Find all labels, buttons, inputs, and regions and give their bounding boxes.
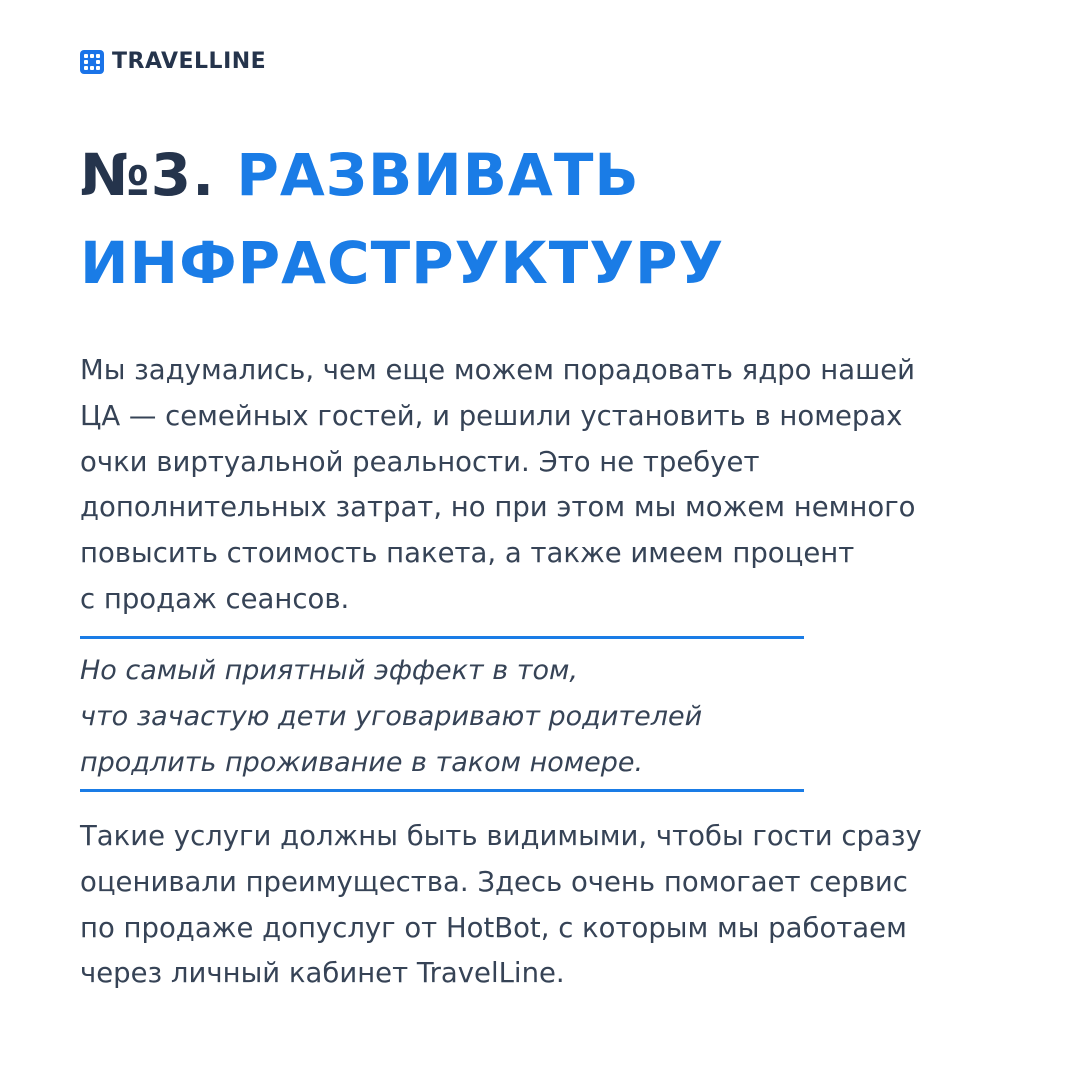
paragraph-line: повысить стоимость пакета, а также имеем процент (80, 537, 855, 570)
title-line-2: ИНФРАСТРУКТУРУ (80, 229, 725, 297)
quote-line: Но самый приятный эффект в том, (80, 655, 578, 686)
title-line-1: РАЗВИВАТЬ (236, 141, 640, 209)
intro-paragraph (80, 348, 916, 623)
brand-name: TRAVELLINE (112, 49, 267, 74)
paragraph-line: Такие услуги должны быть видимыми, чтобы гости сразу (80, 820, 922, 852)
closing-paragraph (80, 814, 922, 997)
paragraph-line: очки виртуальной реальности. Это не требует (80, 445, 760, 478)
paragraph-line: Мы задумались, чем еще можем порадовать ядро нашей (80, 354, 916, 386)
travelline-logo-icon (80, 50, 104, 74)
highlight-quote (80, 648, 702, 786)
quote-divider-bottom (80, 789, 804, 792)
brand-logo (80, 49, 266, 75)
quote-line: продлить проживание в таком номере. (80, 747, 644, 778)
page-title (80, 131, 724, 307)
paragraph-line: ЦА — семейных гостей, и решили установить в номерах (80, 399, 903, 432)
paragraph-line: через личный кабинет TravelLine. (80, 957, 565, 990)
paragraph-line: дополнительных затрат, но при этом мы можем немного (80, 491, 916, 524)
paragraph-line: по продаже допуслуг от HotBot, с которым мы работаем (80, 911, 907, 944)
paragraph-line: с продаж сеансов. (80, 582, 350, 615)
title-number: №3. (80, 141, 216, 209)
quote-divider-top (80, 636, 804, 639)
quote-line: что зачастую дети уговаривают родителей (80, 701, 703, 732)
paragraph-line: оценивали преимущества. Здесь очень помогает сервис (80, 865, 908, 898)
